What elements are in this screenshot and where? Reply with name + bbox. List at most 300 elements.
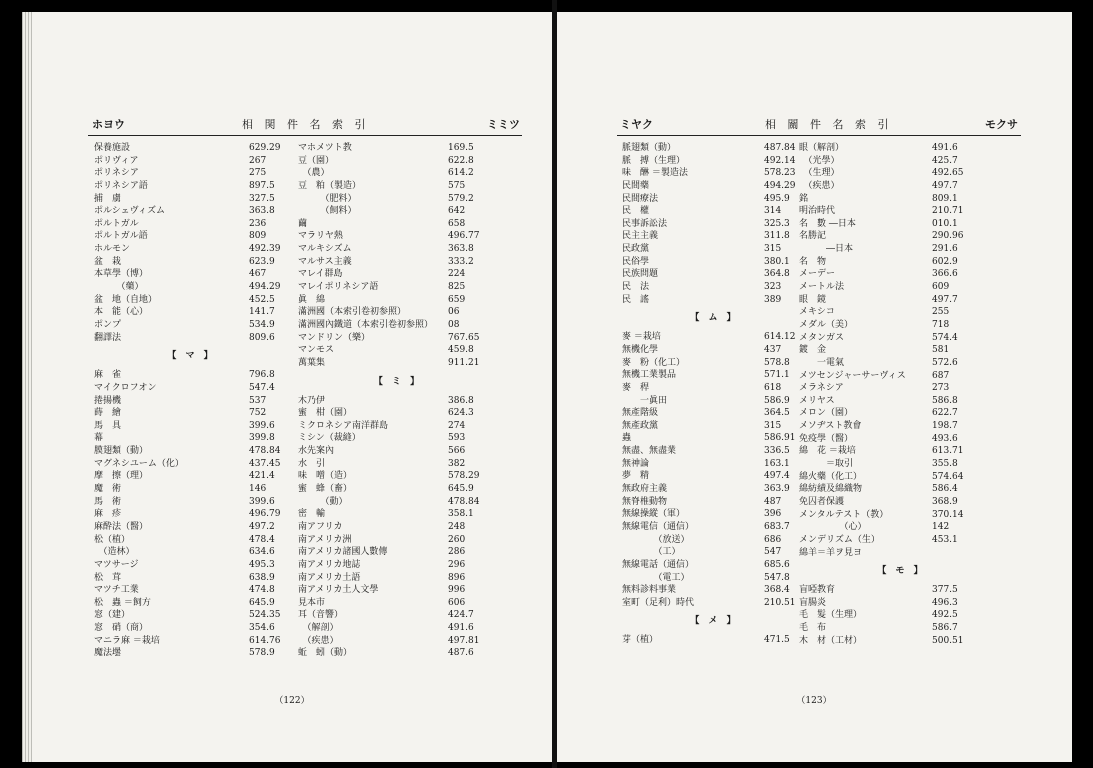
index-entry (298, 407, 498, 420)
entry-class-number: 474.8 (249, 585, 275, 596)
index-entry (622, 634, 807, 647)
entry-class-number: 622.8 (448, 155, 474, 166)
entry-term: 名 數 ―日本 (799, 218, 856, 229)
index-entry (622, 521, 807, 534)
index-entry (298, 420, 498, 433)
entry-class-number: 358.1 (448, 509, 474, 520)
index-entry (799, 370, 1004, 383)
entry-term: 室町（足利）時代 (622, 597, 695, 608)
entry-class-number: 236 (249, 218, 267, 229)
entry-class-number: 336.5 (764, 446, 790, 457)
index-entry (799, 218, 1004, 231)
entry-term: マラリヤ熱 (298, 231, 343, 242)
index-entry (799, 281, 1004, 294)
index-entry (622, 180, 807, 193)
index-entry (799, 205, 1004, 218)
entry-term: 南アメリカ土人文學 (298, 585, 379, 596)
entry-term: メツセンジャーサーヴィス (799, 370, 906, 381)
entry-class-number: 467 (249, 269, 267, 280)
entry-class-number: 638.9 (249, 572, 275, 583)
entry-term: 耳（音響） (298, 610, 344, 621)
entry-term: 繭 (298, 218, 308, 229)
entry-term: 民事訴訟法 (622, 218, 668, 229)
entry-term: 蒔 繪 (94, 408, 122, 419)
entry-term: 捲揚機 (94, 395, 122, 406)
entry-term: 毛 布 (799, 623, 827, 634)
header-rule (88, 135, 522, 136)
entry-term: 幕 (94, 433, 104, 444)
entry-class-number: 210.51 (764, 597, 796, 608)
entry-term: 南アメリカ地誌 (298, 559, 361, 570)
entry-class-number: 487 (764, 496, 782, 507)
entry-class-number: 494.29 (249, 282, 281, 293)
entry-term: 綿羊＝羊ヲ見ヨ (799, 547, 863, 558)
entry-class-number: 500.51 (932, 635, 964, 646)
entry-term: メダル（美） (799, 319, 854, 330)
entry-term: 魔法壜 (94, 648, 122, 659)
entry-term: 民 謠 (622, 294, 650, 305)
index-entry (94, 407, 289, 420)
index-entry (622, 534, 807, 547)
entry-class-number: 613.71 (932, 446, 964, 457)
index-entry (298, 647, 498, 660)
entry-term: 民間療法 (622, 193, 659, 204)
index-entry (622, 483, 807, 496)
entry-term: 味 醂 ＝製造法 (622, 168, 688, 179)
entry-term: マレイ群島 (298, 269, 343, 280)
entry-class-number: 809.1 (932, 193, 958, 204)
entry-class-number: 382 (448, 458, 466, 469)
index-entry (622, 268, 807, 281)
entry-class-number: 524.35 (249, 610, 281, 621)
entry-class-number: 364.5 (764, 408, 790, 419)
entry-term: （農） (298, 168, 330, 179)
entry-class-number: 425.7 (932, 155, 958, 166)
index-entry (298, 534, 498, 547)
index-entry (298, 218, 498, 231)
index-entry (622, 369, 807, 382)
index-entry (799, 509, 1004, 522)
entry-term: 膜翅類（動） (94, 446, 149, 457)
entry-class-number: 291.6 (932, 244, 958, 255)
entry-class-number: 687 (932, 370, 950, 381)
entry-term: 木乃伊 (298, 395, 326, 406)
index-column-2 (799, 142, 1004, 647)
entry-class-number: 718 (932, 319, 950, 330)
index-entry (94, 445, 289, 458)
entry-term: 明治時代 (799, 206, 836, 217)
index-entry (298, 344, 498, 357)
entry-term: （放送） (622, 534, 690, 545)
index-entry (799, 180, 1004, 193)
entry-term: ポルトガル (94, 218, 139, 229)
entry-term: （藥） (94, 282, 144, 293)
entry-class-number: 424.7 (448, 610, 474, 621)
index-entry (298, 508, 498, 521)
entry-class-number: 629.29 (249, 143, 281, 153)
index-entry (799, 433, 1004, 446)
entry-class-number: 363.8 (249, 206, 275, 217)
entry-term: マルサス主義 (298, 256, 352, 267)
entry-class-number: 602.9 (932, 256, 958, 267)
entry-term: 鍍 金 (799, 345, 827, 356)
entry-class-number: 645.9 (448, 484, 474, 495)
entry-class-number: 537 (249, 395, 267, 406)
entry-class-number: 478.4 (249, 534, 275, 545)
entry-term: （生理） (799, 168, 840, 179)
entry-class-number: 421.4 (249, 471, 275, 482)
entry-term: マグネシユーム（化） (94, 458, 184, 469)
index-entry (799, 635, 1004, 648)
entry-term: 一電氣 (799, 357, 845, 368)
index-entry (94, 395, 289, 408)
index-entry (298, 294, 498, 307)
entry-term: 無神論 (622, 458, 650, 469)
entry-term: 民俗學 (622, 256, 650, 267)
entry-term: （疾患） (799, 180, 840, 191)
index-entry (94, 559, 289, 572)
entry-class-number: 809 (249, 231, 267, 242)
index-entry (622, 243, 807, 256)
entry-term: 水先案內 (298, 446, 335, 457)
entry-class-number: 478.84 (249, 446, 281, 457)
entry-class-number: 453.1 (932, 534, 958, 545)
entry-class-number: 547 (764, 547, 782, 558)
entry-class-number: 333.2 (448, 256, 474, 267)
entry-term: 麥 ＝栽培 (622, 332, 661, 343)
index-entry (94, 306, 289, 319)
index-entry (799, 407, 1004, 420)
index-entry (298, 496, 498, 509)
entry-term: 麻 雀 (94, 370, 122, 381)
index-entry (622, 496, 807, 509)
index-entry (94, 609, 289, 622)
index-entry (298, 142, 498, 155)
section-heading (94, 344, 289, 369)
entry-class-number: 575 (448, 180, 466, 191)
entry-class-number: 311.8 (764, 231, 790, 242)
index-entry (799, 521, 1004, 534)
entry-class-number: 491.6 (448, 623, 474, 634)
index-entry (94, 180, 289, 193)
entry-term: 名 物 (799, 256, 827, 267)
entry-term: ポンプ (94, 319, 122, 330)
index-entry (298, 357, 498, 370)
entry-class-number: 896 (448, 572, 466, 583)
index-entry (799, 306, 1004, 319)
index-entry (622, 155, 807, 168)
entry-term: 南アフリカ (298, 521, 343, 532)
entry-class-number: 399.6 (249, 496, 275, 507)
index-entry (298, 635, 498, 648)
entry-term: ミシン（裁縫） (298, 433, 361, 444)
section-heading (298, 370, 498, 395)
index-entry (94, 534, 289, 547)
entry-class-number: 497.4 (764, 471, 790, 482)
entry-term: 水 引 (298, 458, 326, 469)
entry-term: 木 材（工材） (799, 635, 863, 646)
index-entry (622, 395, 807, 408)
entry-term: 毛 髮（生理） (799, 610, 863, 621)
entry-class-number: 315 (764, 244, 782, 255)
entry-class-number: 274 (448, 420, 466, 431)
running-header (92, 116, 520, 134)
index-entry (622, 382, 807, 395)
index-entry (622, 572, 807, 585)
index-entry (94, 521, 289, 534)
entry-class-number: 437 (764, 344, 782, 355)
index-entry (94, 142, 289, 155)
entry-term: 無機化學 (622, 344, 659, 355)
entry-term: マイクロフオン (94, 382, 157, 393)
index-column-1 (94, 142, 289, 660)
entry-class-number: 315 (764, 420, 782, 431)
entry-term: ＝取引 (799, 459, 854, 470)
entry-class-number: 459.8 (448, 345, 474, 356)
entry-term: 無產政黨 (622, 420, 659, 431)
entry-class-number: 290.96 (932, 231, 964, 242)
entry-class-number: 377.5 (932, 585, 958, 596)
entry-class-number: 296 (448, 559, 466, 570)
entry-term: ポリヴィア (94, 155, 139, 166)
index-entry (799, 622, 1004, 635)
entry-term: 民族問題 (622, 269, 659, 280)
entry-term: メンデリズム（生） (799, 534, 880, 545)
entry-term: 馬 術 (94, 496, 122, 507)
entry-class-number: 578.9 (249, 648, 275, 659)
entry-term: （疾患） (298, 635, 339, 646)
entry-class-number: 396 (764, 509, 782, 520)
entry-term: 滿洲國（本索引卷初参照） (298, 307, 407, 318)
index-entry (298, 256, 498, 269)
entry-term: 密 輸 (298, 509, 326, 520)
entry-term: 免疫學（醫） (799, 433, 854, 444)
header-left-term: ミヤク (620, 118, 653, 131)
entry-class-number: 547.4 (249, 382, 275, 393)
entry-term: メラネシア (799, 383, 844, 394)
index-entry (622, 470, 807, 483)
index-entry (94, 622, 289, 635)
header-right-term: モクサ (985, 118, 1018, 131)
entry-class-number: 683.7 (764, 521, 790, 532)
index-entry (298, 155, 498, 168)
entry-class-number: 198.7 (932, 421, 958, 432)
index-entry (298, 470, 498, 483)
entry-class-number: 494.29 (764, 180, 796, 191)
entry-term: 無脊椎動物 (622, 496, 668, 507)
entry-class-number: 645.9 (249, 597, 275, 608)
index-entry (622, 218, 807, 231)
entry-term: 無政府主義 (622, 484, 668, 495)
entry-class-number: 593 (448, 433, 466, 444)
index-entry (94, 584, 289, 597)
entry-term: 蚯 蚓（動） (298, 648, 353, 659)
entry-term: 魔 術 (94, 484, 122, 495)
entry-class-number: 386.8 (448, 395, 474, 406)
index-entry (622, 193, 807, 206)
index-entry (799, 382, 1004, 395)
entry-class-number: 142 (932, 522, 950, 533)
entry-class-number: 275 (249, 168, 267, 179)
index-entry (94, 432, 289, 445)
entry-class-number: 586.91 (764, 433, 796, 444)
entry-class-number: 496.77 (448, 231, 480, 242)
entry-class-number: 224 (448, 269, 466, 280)
index-entry (298, 268, 498, 281)
entry-term: （飼料） (298, 206, 357, 217)
entry-class-number: 495.3 (249, 559, 275, 570)
index-entry (94, 483, 289, 496)
entry-class-number: 614.76 (249, 635, 281, 646)
page-number: （123） (796, 696, 832, 706)
index-entry (622, 344, 807, 357)
entry-term: 盆 栽 (94, 256, 122, 267)
section-label: 【 ミ 】 (373, 376, 423, 387)
entry-term: 麻酔法（醫） (94, 521, 149, 532)
entry-class-number: 581 (932, 345, 950, 356)
entry-term: ホルモン (94, 244, 131, 255)
entry-term: メーデー (799, 269, 836, 280)
entry-class-number: 491.6 (932, 143, 958, 153)
entry-class-number: 255 (932, 307, 950, 318)
entry-class-number: 571.1 (764, 370, 790, 381)
entry-class-number: 658 (448, 218, 466, 229)
entry-class-number: 492.39 (249, 244, 281, 255)
entry-class-number: 614.2 (448, 168, 474, 179)
entry-class-number: 368.4 (764, 585, 790, 596)
entry-class-number: 659 (448, 294, 466, 305)
index-column-2 (298, 142, 498, 660)
entry-class-number: 399.6 (249, 420, 275, 431)
index-entry (94, 268, 289, 281)
entry-term: メソヂスト教會 (799, 421, 862, 432)
entry-term: メリヤス (799, 395, 835, 406)
entry-class-number: 534.9 (249, 319, 275, 330)
entry-term: マンドリン（樂） (298, 332, 371, 343)
index-entry (94, 496, 289, 509)
entry-class-number: 496.79 (249, 509, 281, 520)
entry-term: メキシコ (799, 307, 835, 318)
entry-class-number: 363.8 (448, 244, 474, 255)
entry-term: 滿洲國內鐵道（本索引卷初参照） (298, 319, 434, 330)
header-title: 相 関 件 名 索 引 (242, 118, 370, 131)
entry-term: （光學） (799, 155, 840, 166)
index-entry (622, 167, 807, 180)
entry-class-number: 325.3 (764, 218, 790, 229)
index-entry (94, 597, 289, 610)
entry-class-number: 609 (932, 282, 950, 293)
header-right-term: ミミツ (487, 118, 520, 131)
index-entry (298, 230, 498, 243)
entry-class-number: 364.8 (764, 269, 790, 280)
entry-term: 本 能（心） (94, 307, 149, 318)
index-entry (298, 243, 498, 256)
index-entry (622, 230, 807, 243)
entry-class-number: 618 (764, 382, 782, 393)
index-entry (799, 547, 1004, 560)
index-entry (94, 294, 289, 307)
index-entry (94, 230, 289, 243)
index-entry (799, 256, 1004, 269)
index-entry (622, 256, 807, 269)
index-entry (622, 546, 807, 559)
index-entry (298, 332, 498, 345)
index-entry (94, 218, 289, 231)
entry-class-number: 478.84 (448, 496, 480, 507)
entry-term: （心） (799, 522, 867, 533)
entry-term: 蜜 柑（園） (298, 408, 353, 419)
entry-term: 豆（園） (298, 155, 335, 166)
entry-term: 盆 地（自地） (94, 294, 158, 305)
entry-term: 松 茸 (94, 572, 122, 583)
entry-class-number: 487.84 (764, 143, 796, 153)
entry-class-number: 624.3 (448, 408, 474, 419)
entry-class-number: 996 (448, 585, 466, 596)
index-entry (298, 319, 498, 332)
entry-term: （造林） (94, 547, 135, 558)
entry-term: 本草學（博） (94, 269, 149, 280)
index-entry (298, 432, 498, 445)
entry-class-number: 389 (764, 294, 782, 305)
entry-class-number: 634.6 (249, 547, 275, 558)
entry-class-number: 010.1 (932, 218, 958, 229)
entry-term: 免囚者保護 (799, 496, 845, 507)
index-entry (799, 445, 1004, 458)
entry-term: 見本市 (298, 597, 326, 608)
entry-class-number: 897.5 (249, 180, 275, 191)
entry-class-number: 169.5 (448, 143, 474, 153)
index-entry (298, 395, 498, 408)
entry-class-number: 825 (448, 282, 466, 293)
index-entry (622, 294, 807, 307)
section-label: 【 ム 】 (690, 313, 739, 324)
entry-term: 捕 虜 (94, 193, 122, 204)
entry-class-number: 586.7 (932, 623, 958, 634)
index-entry (94, 155, 289, 168)
entry-term: 民 法 (622, 282, 650, 293)
entry-term: メタンガス (799, 332, 845, 343)
entry-term: 脈翅類（動） (622, 143, 677, 153)
entry-class-number: 370.14 (932, 509, 964, 520)
entry-class-number: 547.8 (764, 572, 790, 583)
index-entry (298, 572, 498, 585)
entry-term: マルキシズム (298, 244, 352, 255)
index-entry (94, 319, 289, 332)
entry-class-number: 286 (448, 547, 466, 558)
entry-term: 綿紡績及綿織物 (799, 484, 863, 495)
entry-class-number: 437.45 (249, 458, 281, 469)
entry-class-number: 574.64 (932, 471, 964, 482)
entry-term: 馬 具 (94, 420, 122, 431)
left-page (22, 12, 552, 762)
entry-term: 芽（植） (622, 635, 659, 646)
index-entry (298, 180, 498, 193)
index-entry (799, 458, 1004, 471)
index-entry (622, 205, 807, 218)
entry-term: 味 噌（造） (298, 471, 353, 482)
index-entry (799, 268, 1004, 281)
section-heading (799, 559, 1004, 584)
index-entry (94, 332, 289, 345)
entry-class-number: 06 (448, 307, 460, 318)
entry-term: 無盡、無盡業 (622, 446, 677, 457)
index-entry (94, 256, 289, 269)
index-entry (298, 281, 498, 294)
running-header (620, 116, 1018, 134)
index-entry (94, 420, 289, 433)
entry-class-number: 273 (932, 383, 950, 394)
entry-class-number: 622.7 (932, 408, 958, 419)
